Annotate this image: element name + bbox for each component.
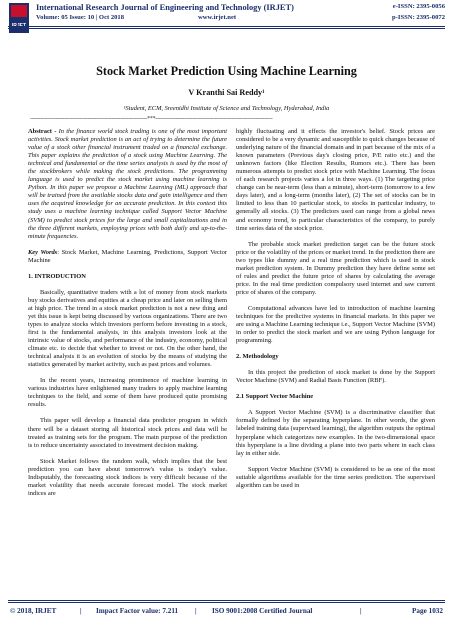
body-paragraph: A Support Vector Machine (SVM) is a discriminative classifier that formally defined by the separating hyperplane. In other words, the given labeled training data (supervised learning), the algorithm outputs the optimal hyperplane which categorizes new examples. In the two-dimensional space this hyperplane is a line dividing a plane into two parts where in each class lay in either side.: [236, 409, 435, 457]
header-divider-thin: [8, 28, 445, 29]
body-paragraph: The probable stock market prediction target can be the future stock price or the volatility of the prices or market trend. In the prediction there are two types like dummy and a real time prediction which is used in stock market prediction system. In Dummy prediction they have define some set of rules and predict the future price of shares by calculating the average price. In the real time prediction compulsory used internet and saw current price of shares of the company.: [236, 240, 435, 296]
header-divider: [8, 26, 445, 27]
impact-factor: Impact Factor value: 7.211: [96, 607, 179, 615]
paper-author: V Kranthi Sai Reddy¹: [188, 88, 265, 97]
title-separator: ---------------------------------------------------------------------***---------------------------------------------------------------------: [30, 116, 273, 122]
journal-header: [0, 0, 453, 38]
body-paragraph: Support Vector Machine (SVM) is considered to be as one of the most suitable algorithms available for the time series prediction. The supervised algorithm can be used in: [236, 465, 435, 489]
intro-paragraph: In the recent years, increasing prominence of machine learning in various industries have enlightened many traders to apply machine learning techniques to the field, and some of them have produced quite promising results.: [28, 377, 227, 409]
journal-website-link[interactable]: www.irjet.net: [198, 14, 237, 21]
body-paragraph: Computational advances have led to introduction of machine learning techniques for the predictive systems in financial markets. In this paper we are using a Machine Learning technique i.e., Support Vector Machine (SVM) in order to predict the stock market and we are using Python language for programming.: [236, 304, 435, 345]
volume-issue: Volume: 05 Issue: 10 | Oct 2018: [36, 14, 125, 21]
left-column: [28, 128, 227, 506]
journal-name: International Research Journal of Engineering and Technology (IRJET): [36, 3, 294, 12]
keywords-text: : Stock Market, Machine Learning, Predictions, Support Vector Machine: [28, 248, 227, 264]
intro-paragraph: Basically, quantitative traders with a lot of money from stock markets buy stocks derivatives and equities at a cheap price and later on selling them at high price. The trend in a stock market prediction is not a new thing and yet this issue is kept being discussed by various organizations. There are two types to analyze stocks which investors perform before investing in a stock, first is the fundamental analysis, in this analysis investors look at the intrinsic value of stocks, and performance of the industry, economy, political climate etc. to decide that whether to invest or not. On the other hand, the technical analysis it is an evolution of stocks by the means of studying the statistics generated by market activity, such as past prices and volumes.: [28, 288, 227, 369]
section-heading-methodology: 2. Methodology: [236, 353, 279, 361]
intro-paragraph: This paper will develop a financial data predictor program in which there will be a dataset storing all historical stock prices and data will be treated as training sets for the program. The main purpose of the prediction is to reduce uncertainty associated to investment decision making.: [28, 417, 227, 449]
footer-separator: |: [80, 607, 82, 615]
author-affiliation: ¹Student, ECM, Sreenidhi Institute of Science and Technology, Hyderabad, India: [123, 105, 330, 112]
copyright: © 2018, IRJET: [10, 607, 57, 615]
svg-text:IRJET: IRJET: [11, 23, 27, 29]
iso-certification: ISO 9001:2008 Certified Journal: [212, 607, 313, 615]
section-heading-svm: 2.1 Support Vector Machine: [236, 393, 314, 401]
keywords: [28, 249, 227, 265]
abstract-label: Abstract -: [28, 128, 57, 135]
journal-footer: [0, 600, 453, 640]
section-heading-introduction: 1. INTRODUCTION: [28, 272, 86, 280]
keywords-label: Key Words: [28, 248, 58, 256]
footer-separator: |: [195, 607, 197, 615]
paper-title: Stock Market Prediction Using Machine Learning: [96, 64, 357, 78]
footer-divider: [8, 600, 445, 601]
abstract: [28, 128, 227, 241]
intro-paragraph: Stock Market follows the random walk, which implies that the best prediction you can have about tomorrow's value is today's value. Indisputably, the forecasting stock indices is very difficult because of the market volatility that needs accurate forecast model. The stock market indices are: [28, 457, 227, 497]
body-paragraph: In this project the prediction of stock market is done by the Support Vector Machine (SVM) and Radial Basis Function (RBF).: [236, 369, 435, 385]
right-column: [236, 128, 435, 498]
e-issn: e-ISSN: 2395-0056: [392, 3, 445, 10]
p-issn: p-ISSN: 2395-0072: [392, 14, 445, 21]
body-paragraph: highly fluctuating and it effects the investor's belief. Stock prices are considered to be a very dynamic and susceptible to quick changes because of underlying nature of the financial domain and in part because of the mix of a known parameters (Previous day's closing price, P/E ratio etc.) and the unknown factors (like Election Results, Rumors etc.). There has been numerous attempts to predict stock price with Machine Learning. The focus of each research projects varies a lot in three ways. (1) The targeting price change can be near-term (less than a minute), short-term (tomorrow to a few days later), and a long-term (months later), (2) The set of stocks can be in limited to less than 10 particular stock, to stocks in particular industry, to generally all stocks. (3) The predictors used can range from a global news and economy trend, to particular characteristics of the company, to purely time series data of the stock price.: [236, 128, 435, 232]
footer-divider-thin: [8, 602, 445, 603]
footer-separator: |: [360, 607, 362, 615]
abstract-text: In the finance world stock trading is one of the most important activities. Stock market prediction is an act of trying to determine the future value of a stock other financial instrument traded on a financial exchange. This paper explains the prediction of a stock using Machine Learning. The technical and fundamental or the time series analysis is used by the most of the stockbrokers while making the stock predictions. The programming language is used to predict the stock market using machine learning is Python. In this paper we propose a Machine Learning (ML) approach that will be trained from the available stocks data and gain intelligence and then uses the acquired knowledge for an accurate prediction. In this context this study uses a machine learning technique called Support Vector Machine (SVM) to predict stock prices for the large and small capitalizations and in the three different markets, employing prices with both daily and up-to-the-minute frequencies.: [28, 128, 227, 240]
page-number: Page 1032: [412, 607, 443, 615]
